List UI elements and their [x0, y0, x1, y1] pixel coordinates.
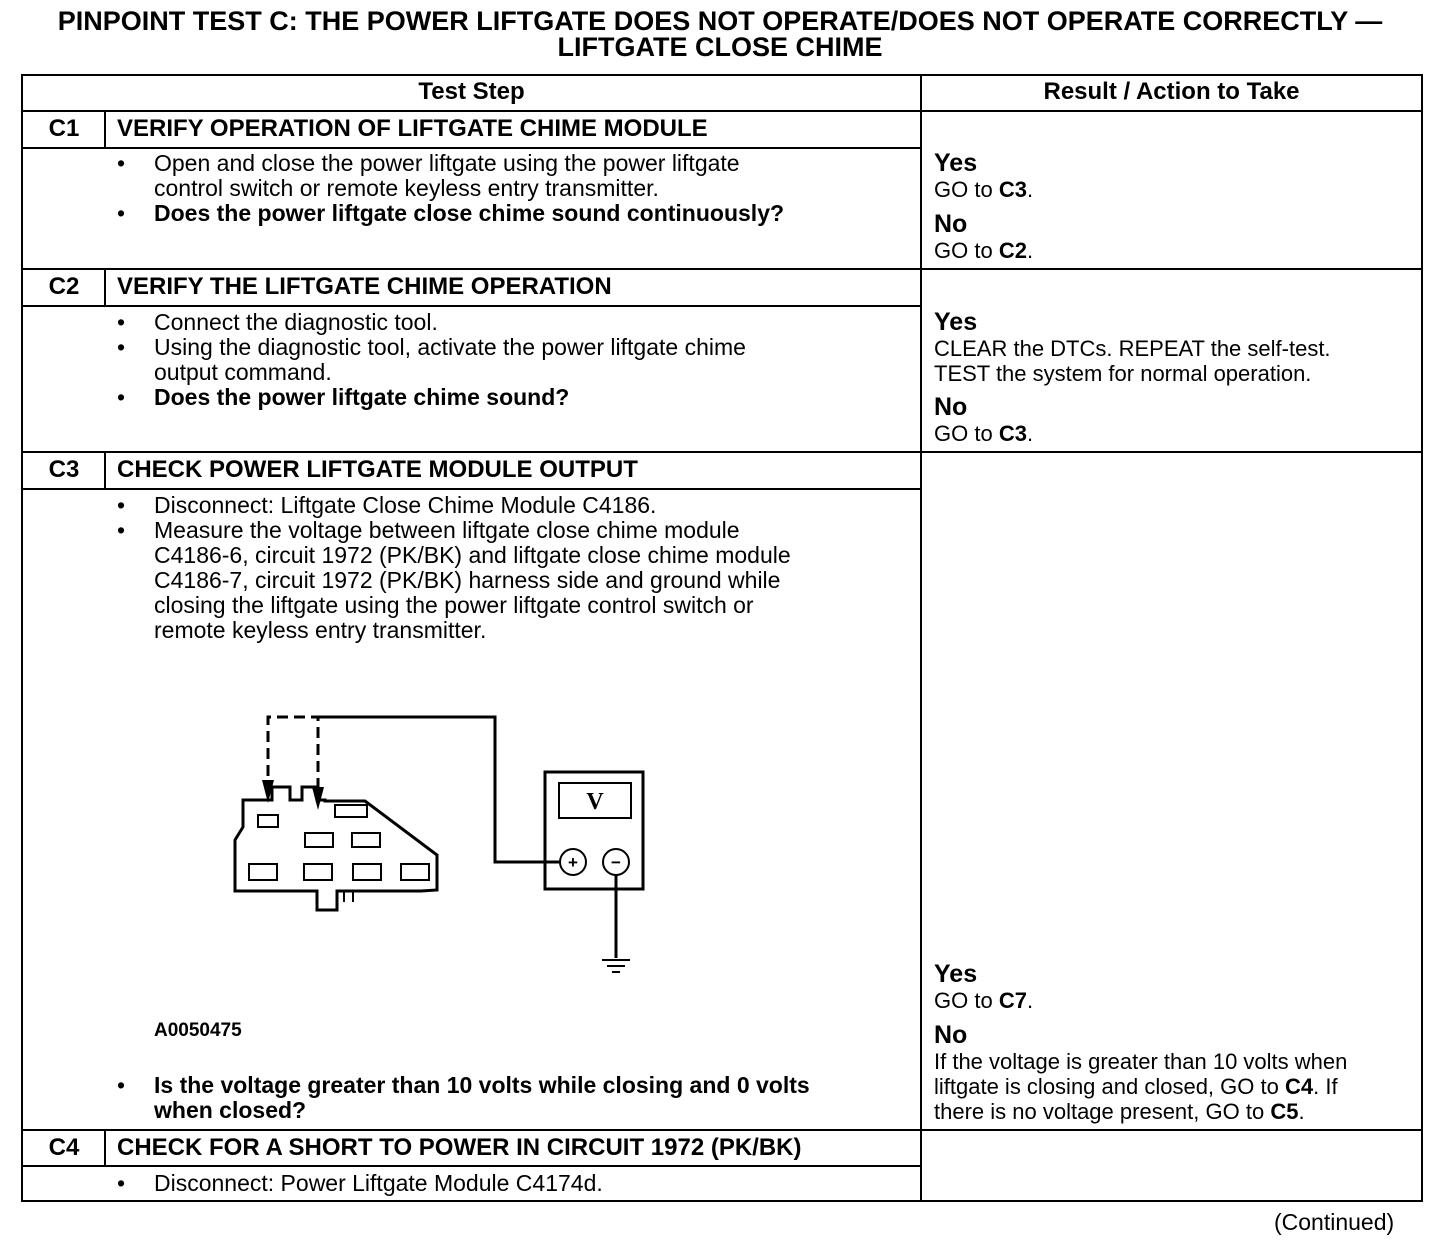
step-text-line: Measure the voltage between liftgate close chime module [154, 517, 740, 543]
bullet: • [117, 150, 126, 176]
no-label: No [934, 393, 968, 421]
step-text-line: Disconnect: Liftgate Close Chime Module C4186. [154, 492, 657, 518]
yes-label: Yes [934, 149, 978, 177]
plus-sign: + [568, 853, 578, 872]
step-title-c2: VERIFY THE LIFTGATE CHIME OPERATION [117, 273, 612, 300]
minus-sign: − [611, 853, 621, 872]
connector-cavity [305, 833, 333, 847]
step-text-line: closing the liftgate using the power liftgate control switch or [154, 592, 754, 618]
yes-action: GO to C7. [934, 988, 1034, 1013]
title-line-1: PINPOINT TEST C: THE POWER LIFTGATE DOES NOT OPERATE/DOES NOT OPERATE CORRECTLY — [57, 6, 1383, 36]
connector-cavity [249, 864, 277, 880]
no-label: No [934, 1021, 968, 1049]
c1-title-rule [21, 147, 922, 149]
c2-title-rule [21, 305, 922, 307]
yes-action: TEST the system for normal operation. [934, 361, 1312, 386]
yes-label: Yes [934, 960, 978, 988]
header-test-step: Test Step [418, 78, 525, 105]
header-rule [21, 110, 1423, 112]
bullet: • [117, 492, 126, 518]
bullet: • [117, 517, 126, 543]
bullet: • [117, 1170, 126, 1196]
c3-bottom-rule [21, 1129, 1423, 1131]
bullet: • [117, 200, 126, 226]
step-id-c3: C3 [48, 456, 80, 483]
step-question: Does the power liftgate close chime sound continuously? [154, 200, 785, 226]
yes-action: CLEAR the DTCs. REPEAT the self-test. [934, 336, 1331, 361]
page-title [0, 8, 1440, 60]
bullet: • [117, 1072, 126, 1098]
step-text-line: control switch or remote keyless entry transmitter. [154, 175, 659, 201]
connector-cavity [258, 815, 278, 827]
yes-label: Yes [934, 308, 978, 336]
step-title-c4: CHECK FOR A SHORT TO POWER IN CIRCUIT 1972 (PK/BK) [117, 1134, 802, 1161]
no-action: GO to C2. [934, 238, 1034, 263]
connector-cavity [352, 833, 380, 847]
connector-cavity [353, 864, 381, 880]
step-id-c2: C2 [48, 273, 80, 300]
step-title-c3: CHECK POWER LIFTGATE MODULE OUTPUT [117, 456, 638, 483]
title-line-2: LIFTGATE CLOSE CHIME [557, 32, 883, 62]
step-text-line: remote keyless entry transmitter. [154, 617, 487, 643]
step-text-line: C4186-6, circuit 1972 (PK/BK) and liftgate close chime module [154, 542, 791, 568]
yes-action: GO to C3. [934, 177, 1034, 202]
step-text-line: Open and close the power liftgate using the power liftgate [154, 150, 740, 176]
figure-id: A0050475 [154, 1020, 242, 1041]
no-action: GO to C3. [934, 421, 1034, 446]
step-text-line: Disconnect: Power Liftgate Module C4174d. [154, 1170, 603, 1196]
no-action: there is no voltage present, GO to C5. [934, 1099, 1305, 1124]
step-text-line: C4186-7, circuit 1972 (PK/BK) harness side and ground while [154, 567, 781, 593]
step-text-line: Using the diagnostic tool, activate the power liftgate chime [154, 334, 746, 360]
bullet: • [117, 334, 126, 360]
bullet: • [117, 384, 126, 410]
no-action: If the voltage is greater than 10 volts when [934, 1049, 1348, 1074]
connector-cavity [304, 864, 332, 880]
connector-cavity [401, 864, 429, 880]
step-question: when closed? [154, 1097, 307, 1123]
voltmeter-symbol: V [586, 789, 604, 815]
header-result: Result / Action to Take [1043, 78, 1300, 105]
step-id-c4: C4 [48, 1134, 80, 1161]
voltmeter-diagram [225, 705, 655, 980]
c2-bottom-rule [21, 451, 1423, 453]
column-divider [920, 74, 922, 1202]
step-id-c1: C1 [48, 115, 80, 142]
step-question: Is the voltage greater than 10 volts while closing and 0 volts [154, 1072, 810, 1098]
c1-bottom-rule [21, 268, 1423, 270]
step-title-c1: VERIFY OPERATION OF LIFTGATE CHIME MODULE [117, 115, 708, 142]
continued-note: (Continued) [1274, 1209, 1395, 1235]
step-text-line: output command. [154, 359, 332, 385]
c4-title-rule [21, 1165, 922, 1167]
connector-cavity [335, 805, 367, 817]
no-action: liftgate is closing and closed, GO to C4. If [934, 1074, 1338, 1099]
meter-lead [318, 717, 560, 862]
step-text-line: Connect the diagnostic tool. [154, 309, 438, 335]
no-label: No [934, 210, 968, 238]
step-question: Does the power liftgate chime sound? [154, 384, 570, 410]
bullet: • [117, 309, 126, 335]
c3-title-rule [21, 488, 922, 490]
